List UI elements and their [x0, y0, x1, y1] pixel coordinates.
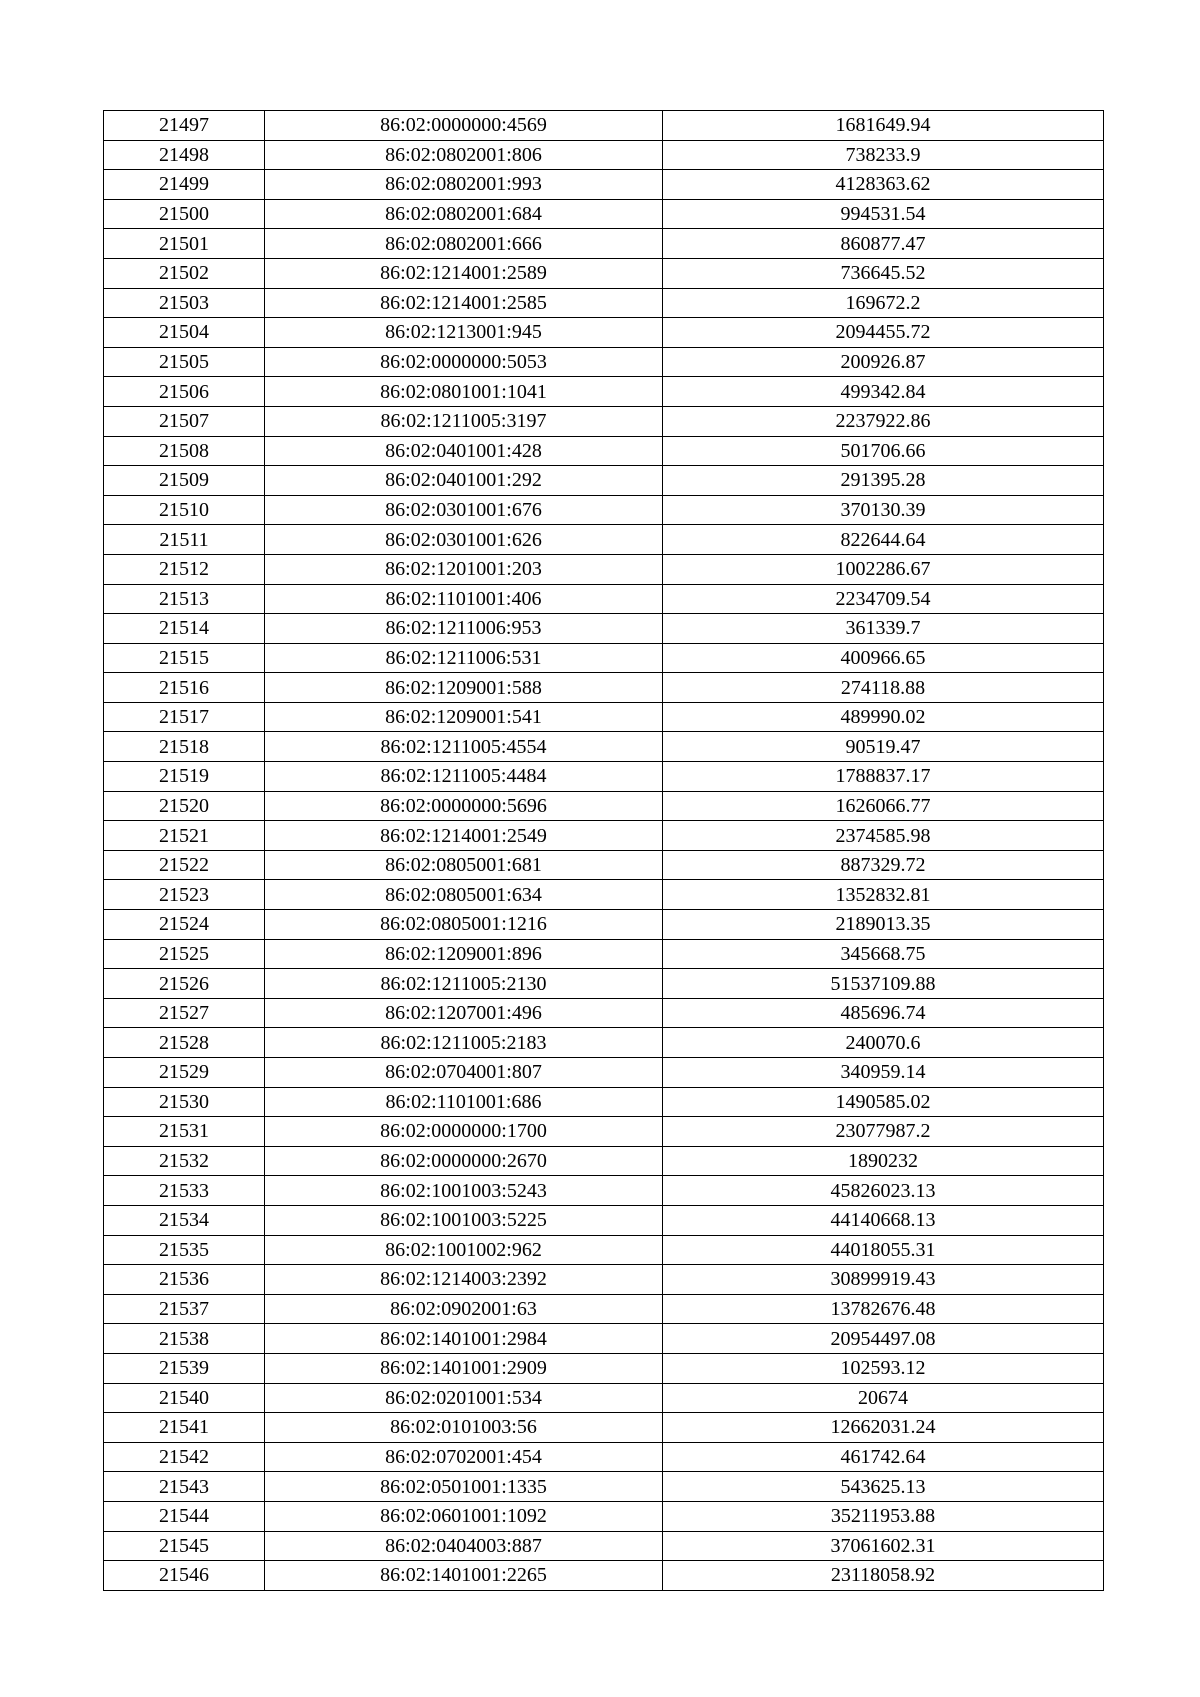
table-row — [104, 1353, 1104, 1383]
cadastral-number-cell: 86:02:0301001:626 — [265, 525, 663, 555]
row-number-cell: 21497 — [104, 111, 265, 141]
cadastral-number-cell: 86:02:0000000:5053 — [265, 347, 663, 377]
table-row — [104, 584, 1104, 614]
table-row — [104, 1472, 1104, 1502]
row-number-cell: 21512 — [104, 554, 265, 584]
row-number-cell: 21510 — [104, 495, 265, 525]
value-cell: 37061602.31 — [663, 1531, 1104, 1561]
cadastral-number-cell: 86:02:1001003:5243 — [265, 1176, 663, 1206]
table-row — [104, 111, 1104, 141]
cadastral-number-cell: 86:02:0801001:1041 — [265, 377, 663, 407]
cadastral-number-cell: 86:02:0301001:676 — [265, 495, 663, 525]
row-number-cell: 21498 — [104, 140, 265, 170]
value-cell: 2094455.72 — [663, 318, 1104, 348]
value-cell: 30899919.43 — [663, 1265, 1104, 1295]
row-number-cell: 21509 — [104, 466, 265, 496]
value-cell: 887329.72 — [663, 850, 1104, 880]
value-cell: 4128363.62 — [663, 170, 1104, 200]
cadastral-number-cell: 86:02:0802001:993 — [265, 170, 663, 200]
row-number-cell: 21521 — [104, 821, 265, 851]
cadastral-number-cell: 86:02:1211005:2183 — [265, 1028, 663, 1058]
cadastral-number-cell: 86:02:1209001:588 — [265, 673, 663, 703]
table-row — [104, 1294, 1104, 1324]
row-number-cell: 21502 — [104, 258, 265, 288]
row-number-cell: 21537 — [104, 1294, 265, 1324]
value-cell: 240070.6 — [663, 1028, 1104, 1058]
row-number-cell: 21546 — [104, 1561, 265, 1591]
cadastral-number-cell: 86:02:0000000:4569 — [265, 111, 663, 141]
value-cell: 994531.54 — [663, 199, 1104, 229]
table-row — [104, 229, 1104, 259]
table-row — [104, 673, 1104, 703]
value-cell: 501706.66 — [663, 436, 1104, 466]
value-cell: 169672.2 — [663, 288, 1104, 318]
table-row — [104, 288, 1104, 318]
table-row — [104, 1442, 1104, 1472]
cadastral-number-cell: 86:02:1401001:2984 — [265, 1324, 663, 1354]
cadastral-number-cell: 86:02:0000000:1700 — [265, 1117, 663, 1147]
value-cell: 1681649.94 — [663, 111, 1104, 141]
table-row — [104, 1087, 1104, 1117]
row-number-cell: 21503 — [104, 288, 265, 318]
cadastral-number-cell: 86:02:1101001:406 — [265, 584, 663, 614]
table-row — [104, 821, 1104, 851]
row-number-cell: 21530 — [104, 1087, 265, 1117]
table-row — [104, 170, 1104, 200]
cadastral-number-cell: 86:02:1214001:2589 — [265, 258, 663, 288]
table-row — [104, 998, 1104, 1028]
table-row — [104, 1501, 1104, 1531]
value-cell: 1002286.67 — [663, 554, 1104, 584]
row-number-cell: 21519 — [104, 762, 265, 792]
table-row — [104, 347, 1104, 377]
row-number-cell: 21544 — [104, 1501, 265, 1531]
table-row — [104, 732, 1104, 762]
cadastral-number-cell: 86:02:1213001:945 — [265, 318, 663, 348]
row-number-cell: 21536 — [104, 1265, 265, 1295]
row-number-cell: 21529 — [104, 1058, 265, 1088]
value-cell: 340959.14 — [663, 1058, 1104, 1088]
table-row — [104, 1117, 1104, 1147]
table-row — [104, 850, 1104, 880]
table-body — [104, 111, 1104, 1591]
row-number-cell: 21543 — [104, 1472, 265, 1502]
table-row — [104, 1383, 1104, 1413]
table-row — [104, 525, 1104, 555]
value-cell: 1490585.02 — [663, 1087, 1104, 1117]
table-row — [104, 436, 1104, 466]
table-row — [104, 614, 1104, 644]
value-cell: 1352832.81 — [663, 880, 1104, 910]
table-row — [104, 1235, 1104, 1265]
row-number-cell: 21532 — [104, 1146, 265, 1176]
table-row — [104, 702, 1104, 732]
cadastral-number-cell: 86:02:0000000:5696 — [265, 791, 663, 821]
cadastral-number-cell: 86:02:0802001:684 — [265, 199, 663, 229]
table-row — [104, 643, 1104, 673]
table-row — [104, 466, 1104, 496]
row-number-cell: 21508 — [104, 436, 265, 466]
row-number-cell: 21507 — [104, 406, 265, 436]
row-number-cell: 21520 — [104, 791, 265, 821]
value-cell: 20954497.08 — [663, 1324, 1104, 1354]
table-row — [104, 1413, 1104, 1443]
value-cell: 23077987.2 — [663, 1117, 1104, 1147]
row-number-cell: 21541 — [104, 1413, 265, 1443]
row-number-cell: 21525 — [104, 939, 265, 969]
row-number-cell: 21528 — [104, 1028, 265, 1058]
table-row — [104, 1531, 1104, 1561]
row-number-cell: 21545 — [104, 1531, 265, 1561]
row-number-cell: 21524 — [104, 910, 265, 940]
value-cell: 543625.13 — [663, 1472, 1104, 1502]
cadastral-number-cell: 86:02:0805001:1216 — [265, 910, 663, 940]
value-cell: 361339.7 — [663, 614, 1104, 644]
value-cell: 345668.75 — [663, 939, 1104, 969]
row-number-cell: 21534 — [104, 1205, 265, 1235]
value-cell: 200926.87 — [663, 347, 1104, 377]
table-row — [104, 1265, 1104, 1295]
table-row — [104, 939, 1104, 969]
cadastral-number-cell: 86:02:1001002:962 — [265, 1235, 663, 1265]
cadastral-number-cell: 86:02:1401001:2909 — [265, 1353, 663, 1383]
value-cell: 485696.74 — [663, 998, 1104, 1028]
row-number-cell: 21523 — [104, 880, 265, 910]
cadastral-number-cell: 86:02:1214001:2549 — [265, 821, 663, 851]
table-row — [104, 1058, 1104, 1088]
cadastral-number-cell: 86:02:1209001:896 — [265, 939, 663, 969]
row-number-cell: 21501 — [104, 229, 265, 259]
cadastral-number-cell: 86:02:1214003:2392 — [265, 1265, 663, 1295]
row-number-cell: 21539 — [104, 1353, 265, 1383]
row-number-cell: 21513 — [104, 584, 265, 614]
value-cell: 35211953.88 — [663, 1501, 1104, 1531]
row-number-cell: 21504 — [104, 318, 265, 348]
value-cell: 461742.64 — [663, 1442, 1104, 1472]
table-row — [104, 1028, 1104, 1058]
table-row — [104, 762, 1104, 792]
row-number-cell: 21527 — [104, 998, 265, 1028]
row-number-cell: 21516 — [104, 673, 265, 703]
value-cell: 1788837.17 — [663, 762, 1104, 792]
table-row — [104, 318, 1104, 348]
value-cell: 1890232 — [663, 1146, 1104, 1176]
cadastral-number-cell: 86:02:0802001:806 — [265, 140, 663, 170]
cadastral-number-cell: 86:02:1211005:3197 — [265, 406, 663, 436]
value-cell: 370130.39 — [663, 495, 1104, 525]
row-number-cell: 21515 — [104, 643, 265, 673]
cadastral-number-cell: 86:02:0704001:807 — [265, 1058, 663, 1088]
cadastral-number-cell: 86:02:1211005:2130 — [265, 969, 663, 999]
row-number-cell: 21526 — [104, 969, 265, 999]
value-cell: 23118058.92 — [663, 1561, 1104, 1591]
value-cell: 20674 — [663, 1383, 1104, 1413]
cadastral-number-cell: 86:02:1211006:531 — [265, 643, 663, 673]
value-cell: 738233.9 — [663, 140, 1104, 170]
value-cell: 51537109.88 — [663, 969, 1104, 999]
table-row — [104, 140, 1104, 170]
cadastral-number-cell: 86:02:1209001:541 — [265, 702, 663, 732]
row-number-cell: 21499 — [104, 170, 265, 200]
cadastral-value-table — [103, 110, 1104, 1591]
value-cell: 2189013.35 — [663, 910, 1104, 940]
row-number-cell: 21535 — [104, 1235, 265, 1265]
cadastral-number-cell: 86:02:0501001:1335 — [265, 1472, 663, 1502]
value-cell: 499342.84 — [663, 377, 1104, 407]
table-row — [104, 1146, 1104, 1176]
row-number-cell: 21540 — [104, 1383, 265, 1413]
value-cell: 274118.88 — [663, 673, 1104, 703]
cadastral-number-cell: 86:02:0702001:454 — [265, 1442, 663, 1472]
table-row — [104, 554, 1104, 584]
row-number-cell: 21531 — [104, 1117, 265, 1147]
cadastral-number-cell: 86:02:1401001:2265 — [265, 1561, 663, 1591]
cadastral-number-cell: 86:02:0201001:534 — [265, 1383, 663, 1413]
cadastral-number-cell: 86:02:1214001:2585 — [265, 288, 663, 318]
table-row — [104, 791, 1104, 821]
value-cell: 2374585.98 — [663, 821, 1104, 851]
value-cell: 1626066.77 — [663, 791, 1104, 821]
cadastral-number-cell: 86:02:0000000:2670 — [265, 1146, 663, 1176]
cadastral-number-cell: 86:02:0101003:56 — [265, 1413, 663, 1443]
value-cell: 860877.47 — [663, 229, 1104, 259]
table-row — [104, 880, 1104, 910]
value-cell: 102593.12 — [663, 1353, 1104, 1383]
table-row — [104, 1205, 1104, 1235]
table-row — [104, 1176, 1104, 1206]
value-cell: 90519.47 — [663, 732, 1104, 762]
row-number-cell: 21505 — [104, 347, 265, 377]
cadastral-number-cell: 86:02:1201001:203 — [265, 554, 663, 584]
table-row — [104, 969, 1104, 999]
value-cell: 2237922.86 — [663, 406, 1104, 436]
cadastral-number-cell: 86:02:1211005:4484 — [265, 762, 663, 792]
cadastral-number-cell: 86:02:0902001:63 — [265, 1294, 663, 1324]
cadastral-number-cell: 86:02:0802001:666 — [265, 229, 663, 259]
cadastral-number-cell: 86:02:1001003:5225 — [265, 1205, 663, 1235]
table-row — [104, 258, 1104, 288]
value-cell: 44018055.31 — [663, 1235, 1104, 1265]
row-number-cell: 21514 — [104, 614, 265, 644]
value-cell: 400966.65 — [663, 643, 1104, 673]
cadastral-number-cell: 86:02:0401001:292 — [265, 466, 663, 496]
row-number-cell: 21542 — [104, 1442, 265, 1472]
table-row — [104, 377, 1104, 407]
value-cell: 291395.28 — [663, 466, 1104, 496]
value-cell: 2234709.54 — [663, 584, 1104, 614]
cadastral-number-cell: 86:02:0805001:634 — [265, 880, 663, 910]
row-number-cell: 21517 — [104, 702, 265, 732]
row-number-cell: 21538 — [104, 1324, 265, 1354]
row-number-cell: 21522 — [104, 850, 265, 880]
value-cell: 489990.02 — [663, 702, 1104, 732]
value-cell: 13782676.48 — [663, 1294, 1104, 1324]
row-number-cell: 21533 — [104, 1176, 265, 1206]
cadastral-number-cell: 86:02:0601001:1092 — [265, 1501, 663, 1531]
cadastral-number-cell: 86:02:1211006:953 — [265, 614, 663, 644]
cadastral-number-cell: 86:02:0805001:681 — [265, 850, 663, 880]
cadastral-number-cell: 86:02:1207001:496 — [265, 998, 663, 1028]
cadastral-number-cell: 86:02:0404003:887 — [265, 1531, 663, 1561]
value-cell: 44140668.13 — [663, 1205, 1104, 1235]
table-row — [104, 199, 1104, 229]
row-number-cell: 21506 — [104, 377, 265, 407]
row-number-cell: 21511 — [104, 525, 265, 555]
value-cell: 12662031.24 — [663, 1413, 1104, 1443]
table-row — [104, 1561, 1104, 1591]
cadastral-number-cell: 86:02:1211005:4554 — [265, 732, 663, 762]
cadastral-number-cell: 86:02:1101001:686 — [265, 1087, 663, 1117]
row-number-cell: 21518 — [104, 732, 265, 762]
table-row — [104, 910, 1104, 940]
table-row — [104, 1324, 1104, 1354]
value-cell: 45826023.13 — [663, 1176, 1104, 1206]
cadastral-number-cell: 86:02:0401001:428 — [265, 436, 663, 466]
value-cell: 736645.52 — [663, 258, 1104, 288]
value-cell: 822644.64 — [663, 525, 1104, 555]
table-row — [104, 406, 1104, 436]
row-number-cell: 21500 — [104, 199, 265, 229]
table-row — [104, 495, 1104, 525]
